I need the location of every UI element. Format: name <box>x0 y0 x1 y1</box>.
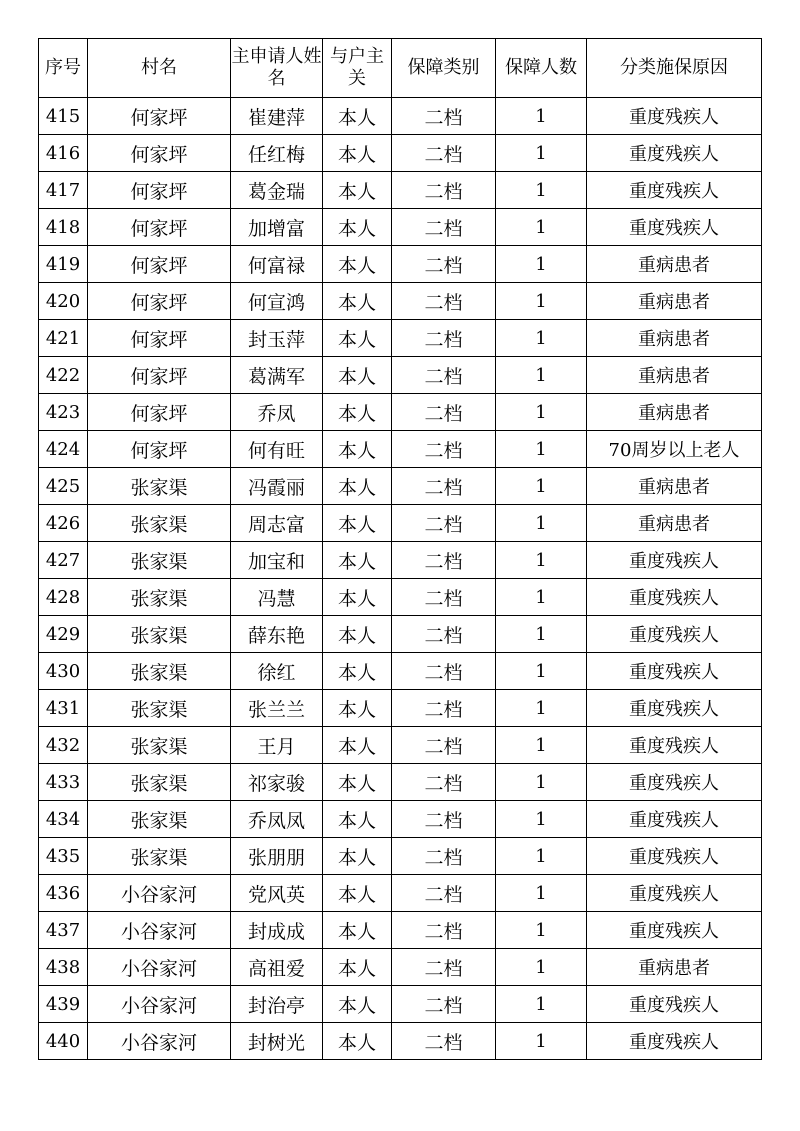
reason-cell: 重度残疾人 <box>587 875 762 912</box>
village-name-cell: 小谷家河 <box>88 912 231 949</box>
category-cell: 二档 <box>392 431 496 468</box>
header-guaranteed-persons: 保障人数 <box>496 39 587 98</box>
village-name-cell: 何家坪 <box>88 98 231 135</box>
relation-cell: 本人 <box>323 431 392 468</box>
table-row <box>39 320 762 357</box>
relation-cell: 本人 <box>323 1023 392 1060</box>
reason-cell: 重度残疾人 <box>587 653 762 690</box>
reason-cell: 70周岁以上老人 <box>587 431 762 468</box>
persons-count-cell: 1 <box>496 653 587 690</box>
persons-count-cell: 1 <box>496 283 587 320</box>
relation-cell: 本人 <box>323 653 392 690</box>
persons-count-cell: 1 <box>496 579 587 616</box>
table-row <box>39 431 762 468</box>
persons-count-cell: 1 <box>496 801 587 838</box>
applicant-name-cell: 封树光 <box>231 1023 323 1060</box>
serial-number-cell: 425 <box>39 468 88 505</box>
relief-roster-sheet <box>38 38 761 1060</box>
category-cell: 二档 <box>392 283 496 320</box>
serial-number-cell: 423 <box>39 394 88 431</box>
village-name-cell: 张家渠 <box>88 505 231 542</box>
serial-number-cell: 429 <box>39 616 88 653</box>
table-row <box>39 468 762 505</box>
persons-count-cell: 1 <box>496 690 587 727</box>
category-cell: 二档 <box>392 801 496 838</box>
category-cell: 二档 <box>392 505 496 542</box>
relation-cell: 本人 <box>323 949 392 986</box>
table-row <box>39 875 762 912</box>
serial-number-cell: 431 <box>39 690 88 727</box>
category-cell: 二档 <box>392 653 496 690</box>
village-name-cell: 小谷家河 <box>88 949 231 986</box>
village-name-cell: 张家渠 <box>88 764 231 801</box>
category-cell: 二档 <box>392 320 496 357</box>
table-row <box>39 986 762 1023</box>
category-cell: 二档 <box>392 875 496 912</box>
applicant-name-cell: 徐红 <box>231 653 323 690</box>
persons-count-cell: 1 <box>496 616 587 653</box>
reason-cell: 重度残疾人 <box>587 209 762 246</box>
table-row <box>39 394 762 431</box>
persons-count-cell: 1 <box>496 209 587 246</box>
category-cell: 二档 <box>392 172 496 209</box>
table-row <box>39 764 762 801</box>
header-serial-number: 序号 <box>39 39 88 98</box>
relation-cell: 本人 <box>323 764 392 801</box>
relation-cell: 本人 <box>323 579 392 616</box>
applicant-name-cell: 何有旺 <box>231 431 323 468</box>
table-row <box>39 357 762 394</box>
table-row <box>39 505 762 542</box>
applicant-name-cell: 张兰兰 <box>231 690 323 727</box>
table-row <box>39 542 762 579</box>
applicant-name-cell: 党风英 <box>231 875 323 912</box>
applicant-name-cell: 任红梅 <box>231 135 323 172</box>
serial-number-cell: 416 <box>39 135 88 172</box>
persons-count-cell: 1 <box>496 1023 587 1060</box>
reason-cell: 重度残疾人 <box>587 616 762 653</box>
applicant-name-cell: 加宝和 <box>231 542 323 579</box>
applicant-name-cell: 葛金瑞 <box>231 172 323 209</box>
table-row <box>39 579 762 616</box>
village-name-cell: 何家坪 <box>88 172 231 209</box>
persons-count-cell: 1 <box>496 172 587 209</box>
category-cell: 二档 <box>392 690 496 727</box>
persons-count-cell: 1 <box>496 838 587 875</box>
serial-number-cell: 424 <box>39 431 88 468</box>
village-name-cell: 何家坪 <box>88 320 231 357</box>
applicant-name-cell: 高祖爱 <box>231 949 323 986</box>
table-row <box>39 172 762 209</box>
table-row <box>39 1023 762 1060</box>
relation-cell: 本人 <box>323 801 392 838</box>
category-cell: 二档 <box>392 616 496 653</box>
reason-cell: 重度残疾人 <box>587 764 762 801</box>
header-village-name: 村名 <box>88 39 231 98</box>
header-applicant-name: 主申请人姓名 <box>231 39 323 98</box>
applicant-name-cell: 封治亭 <box>231 986 323 1023</box>
table-row <box>39 949 762 986</box>
relation-cell: 本人 <box>323 986 392 1023</box>
reason-cell: 重病患者 <box>587 505 762 542</box>
serial-number-cell: 422 <box>39 357 88 394</box>
relation-cell: 本人 <box>323 542 392 579</box>
header-row <box>39 39 762 98</box>
village-name-cell: 张家渠 <box>88 616 231 653</box>
table-row <box>39 653 762 690</box>
applicant-name-cell: 何富禄 <box>231 246 323 283</box>
serial-number-cell: 418 <box>39 209 88 246</box>
reason-cell: 重度残疾人 <box>587 801 762 838</box>
village-name-cell: 小谷家河 <box>88 986 231 1023</box>
persons-count-cell: 1 <box>496 875 587 912</box>
village-name-cell: 张家渠 <box>88 579 231 616</box>
village-name-cell: 张家渠 <box>88 653 231 690</box>
table-row <box>39 98 762 135</box>
reason-cell: 重病患者 <box>587 949 762 986</box>
relation-cell: 本人 <box>323 727 392 764</box>
reason-cell: 重度残疾人 <box>587 727 762 764</box>
header-classification-reason: 分类施保原因 <box>587 39 762 98</box>
serial-number-cell: 428 <box>39 579 88 616</box>
reason-cell: 重病患者 <box>587 320 762 357</box>
reason-cell: 重度残疾人 <box>587 172 762 209</box>
relation-cell: 本人 <box>323 283 392 320</box>
persons-count-cell: 1 <box>496 468 587 505</box>
relation-cell: 本人 <box>323 320 392 357</box>
category-cell: 二档 <box>392 838 496 875</box>
village-name-cell: 何家坪 <box>88 283 231 320</box>
serial-number-cell: 430 <box>39 653 88 690</box>
serial-number-cell: 421 <box>39 320 88 357</box>
relation-cell: 本人 <box>323 394 392 431</box>
village-name-cell: 张家渠 <box>88 690 231 727</box>
serial-number-cell: 420 <box>39 283 88 320</box>
serial-number-cell: 433 <box>39 764 88 801</box>
table-row <box>39 727 762 764</box>
reason-cell: 重度残疾人 <box>587 986 762 1023</box>
serial-number-cell: 417 <box>39 172 88 209</box>
table-row <box>39 135 762 172</box>
village-name-cell: 张家渠 <box>88 838 231 875</box>
serial-number-cell: 432 <box>39 727 88 764</box>
reason-cell: 重度残疾人 <box>587 98 762 135</box>
applicant-name-cell: 何宣鸿 <box>231 283 323 320</box>
relation-cell: 本人 <box>323 912 392 949</box>
reason-cell: 重度残疾人 <box>587 542 762 579</box>
applicant-name-cell: 崔建萍 <box>231 98 323 135</box>
header-guarantee-category: 保障类别 <box>392 39 496 98</box>
village-name-cell: 何家坪 <box>88 394 231 431</box>
persons-count-cell: 1 <box>496 246 587 283</box>
applicant-name-cell: 薛东艳 <box>231 616 323 653</box>
reason-cell: 重度残疾人 <box>587 135 762 172</box>
category-cell: 二档 <box>392 357 496 394</box>
village-name-cell: 小谷家河 <box>88 1023 231 1060</box>
serial-number-cell: 415 <box>39 98 88 135</box>
applicant-name-cell: 冯霞丽 <box>231 468 323 505</box>
applicant-name-cell: 王月 <box>231 727 323 764</box>
reason-cell: 重度残疾人 <box>587 690 762 727</box>
village-name-cell: 何家坪 <box>88 431 231 468</box>
category-cell: 二档 <box>392 98 496 135</box>
serial-number-cell: 434 <box>39 801 88 838</box>
village-name-cell: 张家渠 <box>88 542 231 579</box>
applicant-name-cell: 加增富 <box>231 209 323 246</box>
persons-count-cell: 1 <box>496 986 587 1023</box>
category-cell: 二档 <box>392 727 496 764</box>
relation-cell: 本人 <box>323 616 392 653</box>
category-cell: 二档 <box>392 468 496 505</box>
table-row <box>39 209 762 246</box>
category-cell: 二档 <box>392 209 496 246</box>
applicant-name-cell: 冯慧 <box>231 579 323 616</box>
persons-count-cell: 1 <box>496 320 587 357</box>
table-row <box>39 690 762 727</box>
reason-cell: 重病患者 <box>587 357 762 394</box>
reason-cell: 重病患者 <box>587 283 762 320</box>
serial-number-cell: 426 <box>39 505 88 542</box>
serial-number-cell: 419 <box>39 246 88 283</box>
category-cell: 二档 <box>392 764 496 801</box>
persons-count-cell: 1 <box>496 949 587 986</box>
table-row <box>39 801 762 838</box>
reason-cell: 重度残疾人 <box>587 912 762 949</box>
village-name-cell: 张家渠 <box>88 468 231 505</box>
relation-cell: 本人 <box>323 135 392 172</box>
table-row <box>39 912 762 949</box>
relation-cell: 本人 <box>323 357 392 394</box>
serial-number-cell: 436 <box>39 875 88 912</box>
category-cell: 二档 <box>392 394 496 431</box>
persons-count-cell: 1 <box>496 542 587 579</box>
category-cell: 二档 <box>392 949 496 986</box>
relation-cell: 本人 <box>323 172 392 209</box>
serial-number-cell: 438 <box>39 949 88 986</box>
reason-cell: 重度残疾人 <box>587 1023 762 1060</box>
village-name-cell: 张家渠 <box>88 801 231 838</box>
reason-cell: 重度残疾人 <box>587 579 762 616</box>
relation-cell: 本人 <box>323 468 392 505</box>
reason-cell: 重度残疾人 <box>587 838 762 875</box>
serial-number-cell: 435 <box>39 838 88 875</box>
applicant-name-cell: 乔凤凤 <box>231 801 323 838</box>
header-relation-to-householder: 与户主关 <box>323 39 392 98</box>
village-name-cell: 小谷家河 <box>88 875 231 912</box>
village-name-cell: 何家坪 <box>88 246 231 283</box>
category-cell: 二档 <box>392 912 496 949</box>
category-cell: 二档 <box>392 542 496 579</box>
persons-count-cell: 1 <box>496 394 587 431</box>
table-row <box>39 616 762 653</box>
relief-roster-table <box>38 38 762 1060</box>
applicant-name-cell: 周志富 <box>231 505 323 542</box>
relation-cell: 本人 <box>323 98 392 135</box>
applicant-name-cell: 祁家骏 <box>231 764 323 801</box>
reason-cell: 重病患者 <box>587 246 762 283</box>
persons-count-cell: 1 <box>496 357 587 394</box>
applicant-name-cell: 封玉萍 <box>231 320 323 357</box>
reason-cell: 重病患者 <box>587 394 762 431</box>
category-cell: 二档 <box>392 1023 496 1060</box>
table-row <box>39 838 762 875</box>
applicant-name-cell: 乔凤 <box>231 394 323 431</box>
category-cell: 二档 <box>392 986 496 1023</box>
serial-number-cell: 439 <box>39 986 88 1023</box>
roster-body <box>39 98 762 1060</box>
village-name-cell: 何家坪 <box>88 209 231 246</box>
table-row <box>39 283 762 320</box>
relation-cell: 本人 <box>323 838 392 875</box>
category-cell: 二档 <box>392 579 496 616</box>
relation-cell: 本人 <box>323 690 392 727</box>
category-cell: 二档 <box>392 246 496 283</box>
category-cell: 二档 <box>392 135 496 172</box>
applicant-name-cell: 封成成 <box>231 912 323 949</box>
applicant-name-cell: 葛满军 <box>231 357 323 394</box>
persons-count-cell: 1 <box>496 431 587 468</box>
relation-cell: 本人 <box>323 875 392 912</box>
village-name-cell: 何家坪 <box>88 135 231 172</box>
table-row <box>39 246 762 283</box>
relation-cell: 本人 <box>323 209 392 246</box>
persons-count-cell: 1 <box>496 764 587 801</box>
serial-number-cell: 427 <box>39 542 88 579</box>
persons-count-cell: 1 <box>496 135 587 172</box>
persons-count-cell: 1 <box>496 912 587 949</box>
serial-number-cell: 437 <box>39 912 88 949</box>
applicant-name-cell: 张朋朋 <box>231 838 323 875</box>
village-name-cell: 张家渠 <box>88 727 231 764</box>
persons-count-cell: 1 <box>496 505 587 542</box>
village-name-cell: 何家坪 <box>88 357 231 394</box>
reason-cell: 重病患者 <box>587 468 762 505</box>
serial-number-cell: 440 <box>39 1023 88 1060</box>
persons-count-cell: 1 <box>496 98 587 135</box>
persons-count-cell: 1 <box>496 727 587 764</box>
relation-cell: 本人 <box>323 505 392 542</box>
relation-cell: 本人 <box>323 246 392 283</box>
